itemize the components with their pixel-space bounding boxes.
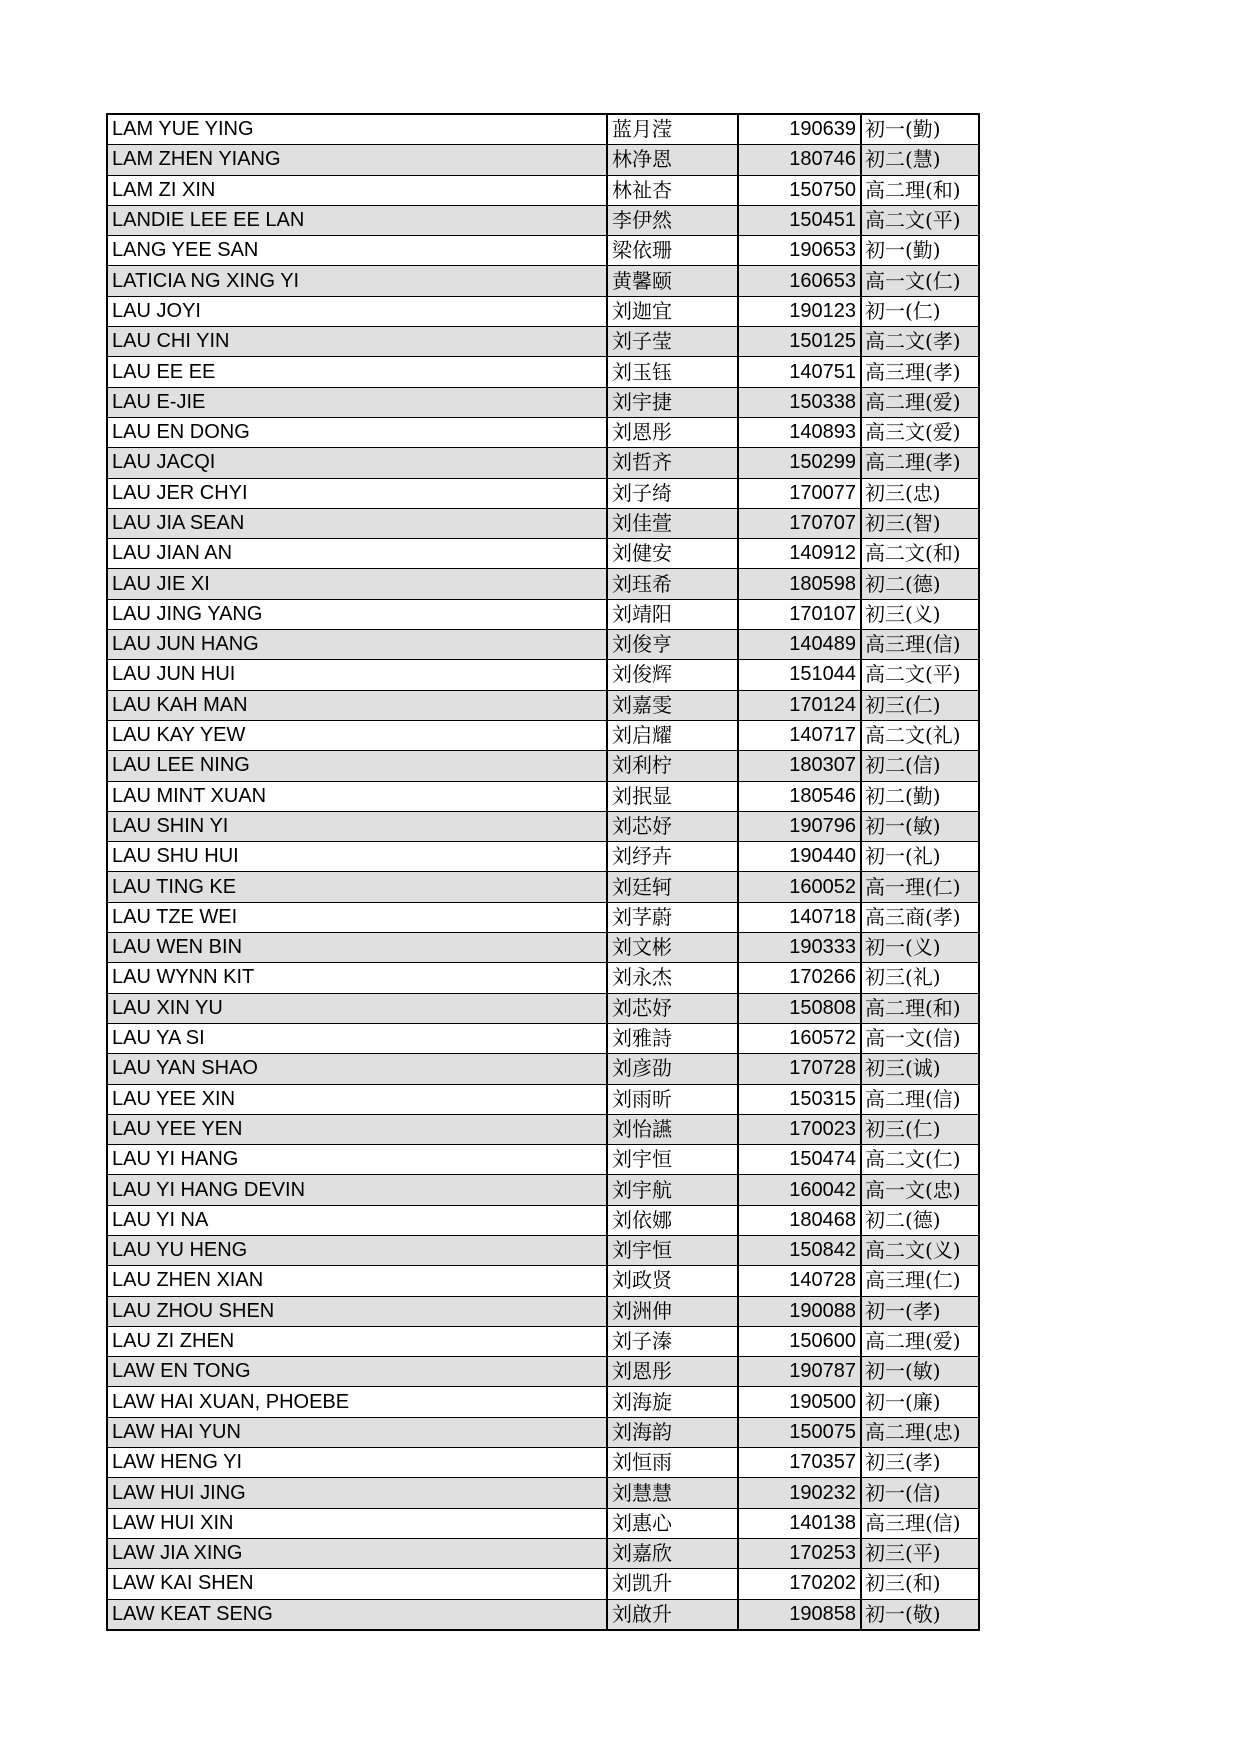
class-cell: 初三(和) [861,1569,979,1599]
table-row [107,1478,979,1508]
table-row [107,1175,979,1205]
table-row [107,599,979,629]
student-id-cell: 140138 [738,1508,861,1538]
student-id-cell: 140728 [738,1266,861,1296]
table-row [107,205,979,235]
class-cell: 高二文(孝) [861,327,979,357]
chinese-name-cell: 刘嘉欣 [607,1538,738,1568]
chinese-name-cell: 刘芯妤 [607,811,738,841]
chinese-name-cell: 刘啟升 [607,1599,738,1630]
student-id-cell: 140717 [738,720,861,750]
student-id-cell: 180307 [738,751,861,781]
chinese-name-cell: 林净恩 [607,145,738,175]
chinese-name-cell: 刘慧慧 [607,1478,738,1508]
chinese-name-cell: 刘宇恒 [607,1235,738,1265]
student-name-cell: LAU JING YANG [107,599,607,629]
table-row [107,539,979,569]
class-cell: 高二理(爱) [861,387,979,417]
student-id-cell: 190787 [738,1357,861,1387]
class-cell: 初一(勤) [861,236,979,266]
table-row [107,1145,979,1175]
student-name-cell: LAU YI HANG [107,1145,607,1175]
student-name-cell: LAU KAY YEW [107,720,607,750]
student-name-cell: LAM YUE YING [107,114,607,145]
chinese-name-cell: 梁依珊 [607,236,738,266]
class-cell: 高二理(爱) [861,1326,979,1356]
class-cell: 高二文(仁) [861,1145,979,1175]
student-id-cell: 190333 [738,933,861,963]
chinese-name-cell: 刘海旋 [607,1387,738,1417]
chinese-name-cell: 刘珏希 [607,569,738,599]
table-row [107,1387,979,1417]
table-row [107,114,979,145]
class-cell: 初一(孝) [861,1296,979,1326]
student-name-cell: LAW KAI SHEN [107,1569,607,1599]
chinese-name-cell: 林祉杏 [607,175,738,205]
chinese-name-cell: 刘恩彤 [607,417,738,447]
table-row [107,1569,979,1599]
student-id-cell: 190858 [738,1599,861,1630]
student-id-cell: 150808 [738,993,861,1023]
student-name-cell: LAU WYNN KIT [107,963,607,993]
student-id-cell: 140489 [738,630,861,660]
table-row [107,630,979,660]
student-name-cell: LAW HENG YI [107,1448,607,1478]
chinese-name-cell: 刘恒雨 [607,1448,738,1478]
student-id-cell: 170707 [738,508,861,538]
student-id-cell: 140912 [738,539,861,569]
chinese-name-cell: 刘抿显 [607,781,738,811]
table-row [107,720,979,750]
student-name-cell: LAU KAH MAN [107,690,607,720]
table-row [107,933,979,963]
chinese-name-cell: 刘纾卉 [607,842,738,872]
chinese-name-cell: 刘俊亨 [607,630,738,660]
student-id-cell: 190500 [738,1387,861,1417]
chinese-name-cell: 刘子溱 [607,1326,738,1356]
student-name-cell: LAW JIA XING [107,1538,607,1568]
class-cell: 高二文(平) [861,660,979,690]
student-id-cell: 190653 [738,236,861,266]
chinese-name-cell: 刘启耀 [607,720,738,750]
class-cell: 初一(敏) [861,1357,979,1387]
table-row [107,448,979,478]
chinese-name-cell: 刘宇航 [607,1175,738,1205]
class-cell: 初三(孝) [861,1448,979,1478]
chinese-name-cell: 刘子绮 [607,478,738,508]
student-name-cell: LAU YI HANG DEVIN [107,1175,607,1205]
student-name-cell: LAU YA SI [107,1023,607,1053]
student-id-cell: 170107 [738,599,861,629]
class-cell: 高三理(信) [861,1508,979,1538]
table-row [107,508,979,538]
table-row [107,1023,979,1053]
chinese-name-cell: 刘洲伸 [607,1296,738,1326]
student-id-cell: 150125 [738,327,861,357]
class-cell: 高一理(仁) [861,872,979,902]
student-id-cell: 160653 [738,266,861,296]
student-name-cell: LAU TING KE [107,872,607,902]
table-row [107,1538,979,1568]
table-row [107,811,979,841]
student-id-cell: 150338 [738,387,861,417]
student-name-cell: LAU E-JIE [107,387,607,417]
chinese-name-cell: 刘迦宜 [607,296,738,326]
class-cell: 初三(仁) [861,1114,979,1144]
student-id-cell: 170728 [738,1054,861,1084]
student-name-cell: LAU TZE WEI [107,902,607,932]
class-cell: 高二文(平) [861,205,979,235]
student-id-cell: 170202 [738,1569,861,1599]
student-id-cell: 160052 [738,872,861,902]
table-row [107,781,979,811]
chinese-name-cell: 刘政贤 [607,1266,738,1296]
student-name-cell: LAW EN TONG [107,1357,607,1387]
chinese-name-cell: 刘俊辉 [607,660,738,690]
student-name-cell: LAU YAN SHAO [107,1054,607,1084]
student-id-cell: 190123 [738,296,861,326]
table-row [107,1235,979,1265]
chinese-name-cell: 刘嘉雯 [607,690,738,720]
student-id-cell: 170023 [738,1114,861,1144]
table-row [107,145,979,175]
chinese-name-cell: 刘哲齐 [607,448,738,478]
table-row [107,1508,979,1538]
chinese-name-cell: 刘永杰 [607,963,738,993]
class-cell: 高二文(义) [861,1235,979,1265]
class-cell: 高二理(孝) [861,448,979,478]
student-name-cell: LAM ZI XIN [107,175,607,205]
class-cell: 高三文(爱) [861,417,979,447]
class-cell: 高三理(信) [861,630,979,660]
student-name-cell: LAU JACQI [107,448,607,478]
student-name-cell: LATICIA NG XING YI [107,266,607,296]
chinese-name-cell: 刘靖阳 [607,599,738,629]
class-cell: 初二(勤) [861,781,979,811]
student-name-cell: LAU JIA SEAN [107,508,607,538]
student-name-cell: LAW KEAT SENG [107,1599,607,1630]
student-name-cell: LAU JER CHYI [107,478,607,508]
chinese-name-cell: 刘凯升 [607,1569,738,1599]
student-name-cell: LAM ZHEN YIANG [107,145,607,175]
class-cell: 高三理(仁) [861,1266,979,1296]
student-id-cell: 151044 [738,660,861,690]
student-id-cell: 150750 [738,175,861,205]
class-cell: 高二理(和) [861,175,979,205]
student-id-cell: 150474 [738,1145,861,1175]
student-name-cell: LAU SHIN YI [107,811,607,841]
student-id-cell: 170357 [738,1448,861,1478]
table-row [107,872,979,902]
class-cell: 初一(敬) [861,1599,979,1630]
table-row [107,175,979,205]
student-id-cell: 180598 [738,569,861,599]
student-name-cell: LAU MINT XUAN [107,781,607,811]
table-row [107,751,979,781]
class-cell: 初一(廉) [861,1387,979,1417]
student-name-cell: LAU JIAN AN [107,539,607,569]
class-cell: 初三(礼) [861,963,979,993]
table-row [107,478,979,508]
class-cell: 初三(忠) [861,478,979,508]
class-cell: 初一(敏) [861,811,979,841]
student-id-cell: 150451 [738,205,861,235]
chinese-name-cell: 刘海韵 [607,1417,738,1447]
class-cell: 高二理(信) [861,1084,979,1114]
table-row [107,660,979,690]
student-id-cell: 190088 [738,1296,861,1326]
table-row [107,296,979,326]
class-cell: 初一(勤) [861,114,979,145]
class-cell: 高二文(礼) [861,720,979,750]
class-cell: 初二(德) [861,1205,979,1235]
chinese-name-cell: 刘雨昕 [607,1084,738,1114]
chinese-name-cell: 刘依娜 [607,1205,738,1235]
student-name-cell: LAU ZI ZHEN [107,1326,607,1356]
class-cell: 初三(诚) [861,1054,979,1084]
chinese-name-cell: 刘佳萱 [607,508,738,538]
student-name-cell: LAW HAI XUAN, PHOEBE [107,1387,607,1417]
student-id-cell: 150075 [738,1417,861,1447]
table-row [107,569,979,599]
class-cell: 初三(智) [861,508,979,538]
student-id-cell: 180746 [738,145,861,175]
table-row [107,690,979,720]
student-id-cell: 150315 [738,1084,861,1114]
chinese-name-cell: 刘玉钰 [607,357,738,387]
table-row [107,266,979,296]
class-cell: 高二理(忠) [861,1417,979,1447]
chinese-name-cell: 刘芯妤 [607,993,738,1023]
student-name-cell: LAU SHU HUI [107,842,607,872]
class-cell: 高二文(和) [861,539,979,569]
student-id-cell: 170253 [738,1538,861,1568]
student-name-cell: LAU YEE YEN [107,1114,607,1144]
chinese-name-cell: 刘芓蔚 [607,902,738,932]
class-cell: 高一文(忠) [861,1175,979,1205]
class-cell: 初一(信) [861,1478,979,1508]
chinese-name-cell: 刘宇捷 [607,387,738,417]
class-cell: 初三(义) [861,599,979,629]
student-id-cell: 170077 [738,478,861,508]
class-cell: 初二(德) [861,569,979,599]
student-name-cell: LANG YEE SAN [107,236,607,266]
student-name-cell: LAW HUI JING [107,1478,607,1508]
student-id-cell: 170266 [738,963,861,993]
student-name-cell: LAU WEN BIN [107,933,607,963]
table-row [107,1357,979,1387]
student-id-cell: 190232 [738,1478,861,1508]
student-name-cell: LAU CHI YIN [107,327,607,357]
table-row [107,1417,979,1447]
class-cell: 初三(仁) [861,690,979,720]
student-name-cell: LAU EE EE [107,357,607,387]
student-name-cell: LAW HAI YUN [107,1417,607,1447]
chinese-name-cell: 刘惠心 [607,1508,738,1538]
student-name-cell: LAU JUN HUI [107,660,607,690]
student-name-cell: LAU JIE XI [107,569,607,599]
student-name-cell: LAU LEE NING [107,751,607,781]
student-id-cell: 180468 [738,1205,861,1235]
chinese-name-cell: 刘子莹 [607,327,738,357]
class-cell: 初一(礼) [861,842,979,872]
table-row [107,387,979,417]
chinese-name-cell: 黄馨颐 [607,266,738,296]
student-name-cell: LAW HUI XIN [107,1508,607,1538]
chinese-name-cell: 刘廷轲 [607,872,738,902]
table-row [107,357,979,387]
student-id-cell: 190796 [738,811,861,841]
student-name-cell: LAU JUN HANG [107,630,607,660]
chinese-name-cell: 刘文彬 [607,933,738,963]
student-id-cell: 160572 [738,1023,861,1053]
student-name-cell: LAU YI NA [107,1205,607,1235]
table-row [107,1054,979,1084]
table-row [107,1205,979,1235]
student-name-cell: LANDIE LEE EE LAN [107,205,607,235]
student-name-cell: LAU ZHEN XIAN [107,1266,607,1296]
table-row [107,1599,979,1630]
student-id-cell: 190440 [738,842,861,872]
table-row [107,1296,979,1326]
class-cell: 高三商(孝) [861,902,979,932]
student-id-cell: 170124 [738,690,861,720]
chinese-name-cell: 刘健安 [607,539,738,569]
class-cell: 初一(仁) [861,296,979,326]
student-roster-table [106,113,980,1631]
class-cell: 高二理(和) [861,993,979,1023]
student-name-cell: LAU ZHOU SHEN [107,1296,607,1326]
table-row [107,327,979,357]
student-name-cell: LAU JOYI [107,296,607,326]
student-id-cell: 150299 [738,448,861,478]
chinese-name-cell: 刘怡讌 [607,1114,738,1144]
table-row [107,417,979,447]
chinese-name-cell: 刘彦劭 [607,1054,738,1084]
chinese-name-cell: 刘雅詩 [607,1023,738,1053]
student-id-cell: 180546 [738,781,861,811]
student-id-cell: 140718 [738,902,861,932]
student-id-cell: 150842 [738,1235,861,1265]
table-row [107,1448,979,1478]
student-name-cell: LAU XIN YU [107,993,607,1023]
table-row [107,1084,979,1114]
class-cell: 初三(平) [861,1538,979,1568]
student-id-cell: 140751 [738,357,861,387]
table-row [107,963,979,993]
class-cell: 高一文(仁) [861,266,979,296]
student-id-cell: 140893 [738,417,861,447]
chinese-name-cell: 刘利柠 [607,751,738,781]
student-id-cell: 150600 [738,1326,861,1356]
student-id-cell: 190639 [738,114,861,145]
table-row [107,993,979,1023]
table-row [107,1114,979,1144]
class-cell: 初一(义) [861,933,979,963]
table-row [107,902,979,932]
student-name-cell: LAU YU HENG [107,1235,607,1265]
class-cell: 初二(信) [861,751,979,781]
class-cell: 高一文(信) [861,1023,979,1053]
roster-body [107,114,979,1630]
chinese-name-cell: 刘宇恒 [607,1145,738,1175]
chinese-name-cell: 刘恩彤 [607,1357,738,1387]
table-row [107,1266,979,1296]
student-name-cell: LAU YEE XIN [107,1084,607,1114]
table-row [107,236,979,266]
class-cell: 初二(慧) [861,145,979,175]
chinese-name-cell: 蓝月滢 [607,114,738,145]
chinese-name-cell: 李伊然 [607,205,738,235]
class-cell: 高三理(孝) [861,357,979,387]
table-row [107,842,979,872]
student-id-cell: 160042 [738,1175,861,1205]
table-row [107,1326,979,1356]
student-name-cell: LAU EN DONG [107,417,607,447]
